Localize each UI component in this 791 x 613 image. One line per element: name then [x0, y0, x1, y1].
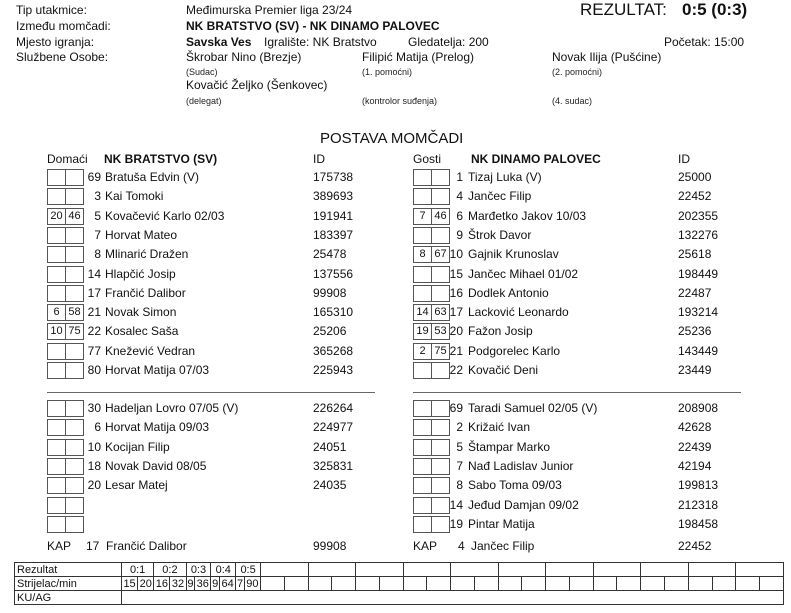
player-name: Kocijan Filip — [105, 440, 170, 454]
sub-minute-box-1: 19 — [413, 323, 432, 340]
player-name: Bratuša Edvin (V) — [105, 170, 200, 184]
away-team-name: NK DINAMO PALOVEC — [471, 152, 601, 166]
sub-minute-box-1: 6 — [47, 304, 66, 321]
player-name: Kovačić Deni — [468, 363, 539, 377]
player-number: 4 — [456, 189, 463, 203]
sub-minute-box-1: 7 — [413, 208, 432, 225]
player-number: 30 — [87, 401, 101, 415]
sub-minute-box-1 — [413, 419, 432, 436]
player-id: 42628 — [678, 420, 712, 434]
sub-minute-box-2: 53 — [431, 323, 450, 340]
sub-minute-box-1 — [47, 246, 66, 263]
player-number: 8 — [94, 247, 101, 261]
player-name: Štampar Marko — [468, 440, 551, 454]
scorer-number: 7 — [236, 577, 244, 590]
score-cell: 0:4 — [211, 563, 236, 577]
player-number: 18 — [87, 459, 101, 473]
sub-minute-box-2 — [65, 497, 84, 514]
player-id: 24035 — [313, 478, 347, 492]
official-role: (4. sudac) — [552, 96, 593, 106]
player-number: 80 — [87, 363, 101, 377]
sub-minute-box-1 — [47, 362, 66, 379]
scorer-number: 15 — [123, 577, 136, 590]
player-id: 24051 — [313, 440, 347, 454]
sub-minute-box-2 — [65, 439, 84, 456]
player-name: Lacković Leonardo — [468, 305, 569, 319]
sub-minute-box-1: 8 — [413, 246, 432, 263]
sub-minute-box-1 — [47, 419, 66, 436]
player-number: 21 — [449, 344, 463, 358]
score-cell: 0:2 — [154, 563, 186, 577]
sub-minute-box-2: 58 — [65, 304, 84, 321]
player-name: Taradi Samuel 02/05 (V) — [468, 401, 598, 415]
player-name: Gajnik Krunoslav — [468, 247, 559, 261]
player-id: 25000 — [678, 170, 712, 184]
player-name: Hadeljan Lovro 07/05 (V) — [105, 401, 239, 415]
score-cell — [498, 563, 546, 577]
home-side-label: Domaći — [47, 152, 88, 166]
rezultat-row-label: Rezultat — [15, 563, 122, 577]
player-number: 5 — [456, 440, 463, 454]
scorer-number: 16 — [155, 577, 168, 590]
scorer-cell — [546, 577, 570, 591]
player-id: 25618 — [678, 247, 712, 261]
player-number: 19 — [449, 517, 463, 531]
sub-minute-box-2: 46 — [431, 208, 450, 225]
player-id: 389693 — [313, 189, 354, 203]
player-id: 137556 — [313, 267, 354, 281]
sub-minute-box-1: 20 — [47, 208, 66, 225]
score-cell — [403, 563, 451, 577]
sub-minute-box-2 — [65, 343, 84, 360]
sub-minute-box-1 — [47, 516, 66, 533]
player-id: 22439 — [678, 440, 712, 454]
scorer-cell — [665, 577, 689, 591]
player-number: 22 — [449, 363, 463, 377]
sub-minute-box-1 — [47, 188, 66, 205]
score-cell — [546, 563, 594, 577]
player-id: 208908 — [678, 401, 719, 415]
away-kap-id: 22452 — [678, 539, 712, 553]
player-number: 6 — [94, 420, 101, 434]
player-number: 22 — [87, 324, 101, 338]
gledatelja: Gledatelja: 200 — [408, 35, 489, 49]
player-number: 20 — [87, 478, 101, 492]
player-id: 25206 — [313, 324, 347, 338]
izmedu-value: NK BRATSTVO (SV) - NK DINAMO PALOVEC — [186, 19, 440, 33]
player-name: Dodlek Antonio — [468, 286, 549, 300]
player-id: 224977 — [313, 420, 354, 434]
scorer-cell — [712, 577, 736, 591]
sub-minute-box-2 — [65, 285, 84, 302]
player-name: Jančec Filip — [468, 189, 532, 203]
sub-minute-box-2 — [65, 227, 84, 244]
scorer-cell — [736, 577, 760, 591]
player-name: Podgorelec Karlo — [468, 344, 561, 358]
player-number: 7 — [456, 459, 463, 473]
player-id: 225943 — [313, 363, 354, 377]
player-number: 15 — [449, 267, 463, 281]
player-number: 69 — [449, 401, 463, 415]
sub-minute-box-1 — [47, 458, 66, 475]
scorer-cell — [284, 577, 308, 591]
official-role: (Sudac) — [186, 67, 218, 77]
player-number: 14 — [87, 267, 101, 281]
player-number: 77 — [87, 344, 101, 358]
player-id: 99908 — [313, 286, 347, 300]
sub-minute-box-1 — [47, 343, 66, 360]
away-kap-name: Jančec Filip — [471, 539, 535, 553]
sub-minute-box-1 — [413, 439, 432, 456]
official-role: (1. pomoćni) — [362, 67, 413, 77]
scorer-minute: 36 — [196, 577, 209, 590]
player-name: Sabo Toma 09/03 — [468, 478, 562, 492]
sub-minute-box-1 — [413, 188, 432, 205]
home-divider — [47, 392, 375, 393]
sub-minute-box-1 — [413, 169, 432, 186]
sub-minute-box-2 — [65, 516, 84, 533]
player-id: 175738 — [313, 170, 354, 184]
player-id: 202355 — [678, 209, 719, 223]
home-kap-id: 99908 — [313, 539, 347, 553]
scorer-number: 9 — [212, 577, 219, 590]
scorer-cell — [356, 577, 380, 591]
sub-minute-box-2 — [65, 266, 84, 283]
sub-minute-box-1 — [413, 516, 432, 533]
home-kap-name: Frančić Dalibor — [106, 539, 187, 553]
rezultat-value: 0:5 (0:3) — [682, 0, 748, 19]
player-number: 17 — [87, 286, 101, 300]
score-cell — [641, 563, 689, 577]
sub-minute-box-2 — [65, 477, 84, 494]
sub-minute-box-2: 63 — [431, 304, 450, 321]
official-role: (delegat) — [186, 96, 222, 106]
away-id-header: ID — [678, 152, 690, 166]
player-id: 193214 — [678, 305, 719, 319]
scorer-cell — [451, 577, 475, 591]
player-id: 42194 — [678, 459, 712, 473]
scorer-cell — [498, 577, 522, 591]
player-id: 132276 — [678, 228, 719, 242]
player-number: 5 — [94, 209, 101, 223]
player-id: 183397 — [313, 228, 354, 242]
away-side-label: Gosti — [413, 152, 442, 166]
sub-minute-box-2 — [65, 458, 84, 475]
scorer-cell — [617, 577, 641, 591]
score-cell — [593, 563, 641, 577]
sub-minute-box-1 — [47, 285, 66, 302]
player-name: Kovačević Karlo 02/03 — [105, 209, 225, 223]
score-cell — [736, 563, 784, 577]
player-name: Horvat Matija 07/03 — [105, 363, 210, 377]
player-number: 1 — [456, 170, 463, 184]
player-number: 21 — [87, 305, 101, 319]
player-name: Hlapčić Josip — [105, 267, 176, 281]
sub-minute-box-2: 75 — [431, 343, 450, 360]
player-name: Knežević Vedran — [105, 344, 196, 358]
sub-minute-box-1: 10 — [47, 323, 66, 340]
player-name: Pintar Matija — [468, 517, 535, 531]
sub-minute-box-1 — [413, 266, 432, 283]
scorer-cell — [261, 577, 285, 591]
official-name: Filipić Matija (Prelog) — [362, 50, 475, 64]
player-id: 365268 — [313, 344, 354, 358]
sub-minute-box-1 — [47, 227, 66, 244]
sub-minute-box-1: 2 — [413, 343, 432, 360]
player-name: Štrok Davor — [468, 228, 532, 242]
player-name: Kosalec Saša — [105, 324, 179, 338]
player-name: Križaić Ivan — [468, 420, 531, 434]
player-id: 22487 — [678, 286, 712, 300]
player-id: 165310 — [313, 305, 354, 319]
sub-minute-box-1 — [413, 362, 432, 379]
mjesto-value: Savska Ves — [186, 35, 252, 49]
scorer-cell — [593, 577, 617, 591]
score-cell — [356, 563, 404, 577]
sub-minute-box-2 — [65, 419, 84, 436]
player-number: 16 — [449, 286, 463, 300]
player-id: 198458 — [678, 517, 719, 531]
scorer-minute: 32 — [171, 577, 185, 590]
player-name: Fažon Josip — [468, 324, 533, 338]
player-id: 23449 — [678, 363, 712, 377]
sub-minute-box-2 — [65, 188, 84, 205]
sub-minute-box-2 — [65, 246, 84, 263]
scorer-minute: 20 — [139, 577, 152, 590]
player-id: 25236 — [678, 324, 712, 338]
official-name: Novak Ilija (Pušćine) — [552, 50, 662, 64]
pocetak: Početak: 15:00 — [664, 35, 745, 49]
score-cell — [261, 563, 309, 577]
scorer-minute: 90 — [246, 577, 259, 590]
player-name: Novak David 08/05 — [105, 459, 207, 473]
izmedu-label: Između momčadi: — [16, 19, 111, 33]
player-id: 198449 — [678, 267, 719, 281]
tip-label: Tip utakmice: — [16, 3, 87, 17]
player-number: 10 — [87, 440, 101, 454]
scorer-cell — [688, 577, 712, 591]
scorer-cell — [379, 577, 403, 591]
sub-minute-box-1 — [47, 266, 66, 283]
sub-minute-box-2: 46 — [65, 208, 84, 225]
scorer-cell — [403, 577, 427, 591]
score-cell: 0:5 — [236, 563, 261, 577]
sub-minute-box-1 — [413, 227, 432, 244]
away-divider — [413, 392, 741, 393]
player-id: 325831 — [313, 459, 354, 473]
player-number: 14 — [449, 498, 463, 512]
sub-minute-box-2 — [65, 169, 84, 186]
player-name: Lesar Matej — [105, 478, 168, 492]
tip-value: Međimurska Premier liga 23/24 — [186, 3, 353, 17]
player-number: 2 — [456, 420, 463, 434]
kuag-cell — [122, 591, 784, 605]
player-name: Horvat Matija 09/03 — [105, 420, 210, 434]
player-name: Jeđud Damjan 09/02 — [468, 498, 579, 512]
sub-minute-box-1 — [47, 477, 66, 494]
official-role: (kontrolor suđenja) — [362, 96, 438, 106]
player-name: Horvat Mateo — [105, 228, 178, 242]
sub-minute-box-1 — [413, 477, 432, 494]
player-id: 143449 — [678, 344, 719, 358]
sub-minute-box-2 — [65, 362, 84, 379]
score-cell: 0:1 — [122, 563, 154, 577]
home-team-name: NK BRATSTVO (SV) — [104, 152, 218, 166]
home-kap-label: KAP — [47, 539, 72, 553]
player-id: 191941 — [313, 209, 354, 223]
away-kap-number: 4 — [458, 539, 465, 553]
player-id: 25478 — [313, 247, 347, 261]
sub-minute-box-2: 75 — [65, 323, 84, 340]
sub-minute-box-1 — [47, 497, 66, 514]
sub-minute-box-2 — [65, 400, 84, 417]
official-name: Kovačić Željko (Šenkovec) — [186, 78, 328, 92]
sub-minute-box-1 — [47, 169, 66, 186]
player-number: 7 — [94, 228, 101, 242]
sub-minute-box-1: 14 — [413, 304, 432, 321]
player-id: 212318 — [678, 498, 719, 512]
player-number: 10 — [449, 247, 463, 261]
player-id: 226264 — [313, 401, 354, 415]
official-name: Škrobar Nino (Brezje) — [186, 50, 302, 64]
player-number: 6 — [456, 209, 463, 223]
scorer-cell — [569, 577, 593, 591]
scorer-cell — [641, 577, 665, 591]
sub-minute-box-1 — [413, 285, 432, 302]
sub-minute-box-1 — [413, 458, 432, 475]
scorer-cell — [427, 577, 451, 591]
player-name: Tizaj Luka (V) — [468, 170, 542, 184]
player-number: 3 — [94, 189, 101, 203]
player-name: Marđetko Jakov 10/03 — [468, 209, 587, 223]
sub-minute-box-1 — [413, 497, 432, 514]
scorer-cell — [760, 577, 784, 591]
igraliste: Igralište: NK Bratstvo — [264, 35, 377, 49]
scorer-minute: 64 — [221, 577, 234, 590]
sub-minute-box-2: 67 — [431, 246, 450, 263]
kuag-row-label: KU/AG — [15, 591, 122, 605]
rezultat-label: REZULTAT: — [580, 0, 667, 19]
away-kap-label: KAP — [413, 539, 438, 553]
player-name: Frančić Dalibor — [105, 286, 186, 300]
player-number: 17 — [449, 305, 463, 319]
score-cell — [308, 563, 356, 577]
scorer-cell — [474, 577, 498, 591]
player-number: 20 — [449, 324, 463, 338]
player-number: 8 — [456, 478, 463, 492]
player-name: Mlinarić Dražen — [105, 247, 189, 261]
postava-title: POSTAVA MOMČADI — [320, 130, 464, 147]
official-role: (2. pomoćni) — [552, 67, 603, 77]
scorer-cell — [332, 577, 356, 591]
sub-minute-box-1 — [47, 439, 66, 456]
player-number: 69 — [87, 170, 101, 184]
scorer-cell — [308, 577, 332, 591]
mjesto-label: Mjesto igranja: — [16, 35, 95, 49]
player-name: Nađ Ladislav Junior — [468, 459, 574, 473]
goals-table — [14, 562, 784, 605]
sub-minute-box-1 — [413, 400, 432, 417]
player-number: 9 — [456, 228, 463, 242]
score-cell: 0:3 — [186, 563, 211, 577]
player-name: Novak Simon — [105, 305, 177, 319]
player-id: 199813 — [678, 478, 719, 492]
scorer-cell — [522, 577, 546, 591]
strijelac-row-label: Strijelac/min — [15, 577, 122, 591]
score-cell — [451, 563, 499, 577]
home-id-header: ID — [313, 152, 325, 166]
sluzbene-label: Službene Osobe: — [16, 50, 109, 64]
scorer-number: 9 — [187, 577, 194, 590]
home-kap-number: 17 — [86, 539, 100, 553]
player-name: Jančec Mihael 01/02 — [468, 267, 579, 281]
player-id: 22452 — [678, 189, 712, 203]
sub-minute-box-1 — [47, 400, 66, 417]
player-name: Kai Tomoki — [105, 189, 164, 203]
score-cell — [688, 563, 736, 577]
